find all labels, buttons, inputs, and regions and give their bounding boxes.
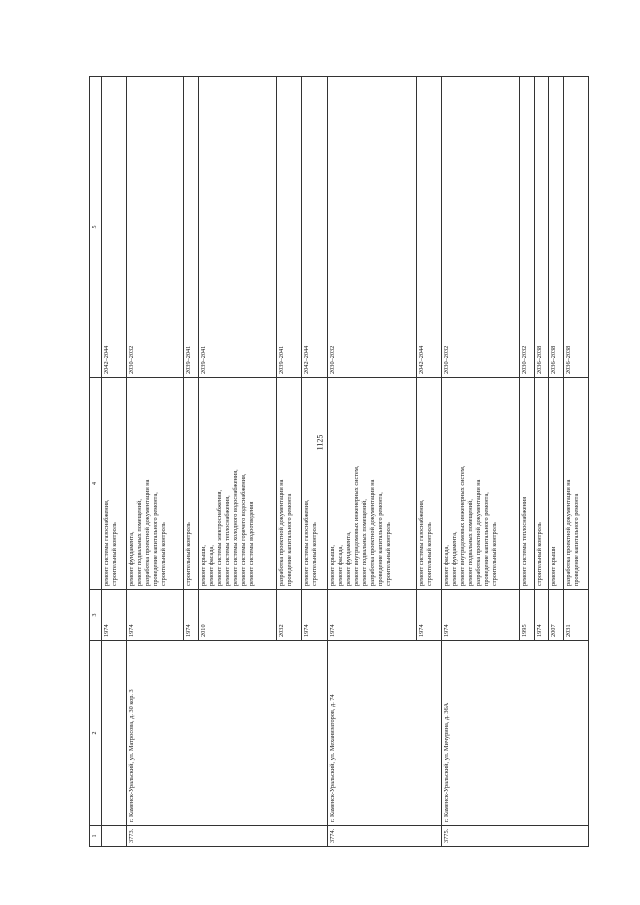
work-item: разработка проектной документации на <box>144 479 152 586</box>
works-cell <box>102 378 127 590</box>
work-item: ремонт внутридомовых инженерных систем, <box>352 465 360 586</box>
period-cell: 2030–2032 <box>520 77 535 378</box>
year-cell: 1974 <box>102 590 127 641</box>
works-cell <box>534 378 549 590</box>
period-cell: 2042–2044 <box>302 77 327 378</box>
works-cell <box>563 378 588 590</box>
work-item: ремонт крыши, <box>199 544 207 586</box>
work-item: ремонт системы газоснабжения, <box>303 499 311 586</box>
year-cell: 2010 <box>198 590 276 641</box>
work-item: ремонт фасада, <box>207 545 215 586</box>
row-number-cell: 3774. <box>327 826 441 847</box>
work-item: разработка проектной документации на <box>564 479 572 586</box>
year-cell: 2007 <box>549 590 564 641</box>
period-cell: 2039–2041 <box>198 77 276 378</box>
work-item: проведение капитального ремонта <box>286 493 294 586</box>
year-cell: 2031 <box>563 590 588 641</box>
header-cell: 5 <box>90 77 102 378</box>
table-row <box>441 77 519 847</box>
capital-repair-table <box>89 76 589 847</box>
works-cell <box>302 378 327 590</box>
work-item: разработка проектной документации на <box>278 479 286 586</box>
works-cell <box>127 378 184 590</box>
rotated-table-container <box>89 77 589 847</box>
year-cell: 1974 <box>327 590 416 641</box>
works-cell <box>198 378 276 590</box>
work-item: ремонт системы горячего водоснабжения, <box>240 473 248 586</box>
work-item: проведение капитального ремонта <box>572 493 580 586</box>
work-item: ремонт системы водоотведения <box>248 501 256 586</box>
year-cell: 1974 <box>441 590 519 641</box>
period-cell: 2042–2044 <box>416 77 441 378</box>
page-number: 1125 <box>315 434 325 451</box>
work-item: ремонт подвальных помещений, <box>466 499 474 586</box>
work-item: разработка проектной документации на <box>474 479 482 586</box>
period-cell: 2039–2041 <box>184 77 199 378</box>
works-cell <box>549 378 564 590</box>
work-item: строительный контроль <box>185 522 193 586</box>
work-item: ремонт системы холодного водоснабжения, <box>232 469 240 586</box>
table-header-row <box>90 77 102 847</box>
period-cell: 2039–2041 <box>277 77 302 378</box>
row-number-cell <box>102 826 127 847</box>
works-cell <box>327 378 416 590</box>
year-cell: 1995 <box>520 590 535 641</box>
address-cell <box>102 641 127 826</box>
row-number-cell: 3773. <box>127 826 327 847</box>
table-row <box>102 77 127 847</box>
work-item: строительный контроль <box>111 522 119 586</box>
period-cell: 2030–2032 <box>441 77 519 378</box>
period-cell: 2042–2044 <box>102 77 127 378</box>
header-cell: 1 <box>90 826 102 847</box>
work-item: строительный контроль <box>490 522 498 586</box>
header-cell: 4 <box>90 378 102 590</box>
works-cell <box>520 378 535 590</box>
table-row <box>327 77 416 847</box>
work-item: строительный контроль <box>160 522 168 586</box>
work-item: ремонт подвальных помещений, <box>360 499 368 586</box>
work-item: ремонт крыши, <box>328 544 336 586</box>
work-item: ремонт системы теплоснабжения <box>521 496 529 586</box>
work-item: разработка проектной документации на <box>368 479 376 586</box>
table-row <box>127 77 184 847</box>
year-cell: 1974 <box>534 590 549 641</box>
header-cell: 2 <box>90 641 102 826</box>
work-item: ремонт системы газоснабжения, <box>417 499 425 586</box>
work-item: ремонт системы теплоснабжения, <box>223 495 231 586</box>
year-cell: 1974 <box>302 590 327 641</box>
header-cell: 3 <box>90 590 102 641</box>
work-item: проведение капитального ремонта, <box>482 492 490 586</box>
work-item: ремонт системы газоснабжения, <box>103 499 110 586</box>
work-item: строительный контроль <box>384 522 392 586</box>
work-item: ремонт фундамента, <box>128 531 136 586</box>
period-cell: 2036–2038 <box>549 77 564 378</box>
year-cell: 1974 <box>416 590 441 641</box>
period-cell: 2030–2032 <box>327 77 416 378</box>
works-cell <box>441 378 519 590</box>
year-cell: 2032 <box>277 590 302 641</box>
period-cell: 2036–2038 <box>563 77 588 378</box>
work-item: ремонт фасада, <box>336 545 344 586</box>
work-item: проведение капитального ремонта, <box>152 492 160 586</box>
work-item: строительный контроль <box>311 522 319 586</box>
work-item: строительный контроль <box>425 522 433 586</box>
address-cell: г. Каменск-Уральский, ул. Матросова, д. 30 кор. 3 <box>127 641 327 826</box>
work-item: ремонт фундамента, <box>344 531 352 586</box>
work-item: ремонт фундамента, <box>450 531 458 586</box>
year-cell: 1974 <box>127 590 184 641</box>
works-cell <box>184 378 199 590</box>
work-item: ремонт крыши <box>550 546 558 586</box>
row-number-cell: 3775. <box>441 826 588 847</box>
work-item: проведение капитального ремонта, <box>376 492 384 586</box>
period-cell: 2030–2032 <box>127 77 184 378</box>
work-item: ремонт фасада, <box>442 545 450 586</box>
period-cell: 2036–2038 <box>534 77 549 378</box>
work-item: строительный контроль <box>535 522 543 586</box>
work-item: ремонт подвальных помещений, <box>136 499 144 586</box>
work-item: ремонт системы электроснабжения, <box>215 489 223 586</box>
year-cell: 1974 <box>184 590 199 641</box>
work-item: ремонт внутридомовых инженерных систем, <box>458 465 466 586</box>
works-cell <box>416 378 441 590</box>
address-cell: г. Каменск-Уральский, ул. Механизаторов, д. 74 <box>327 641 441 826</box>
address-cell: г. Каменск-Уральский, ул. Мичурина, д. 36А <box>441 641 588 826</box>
works-cell <box>277 378 302 590</box>
